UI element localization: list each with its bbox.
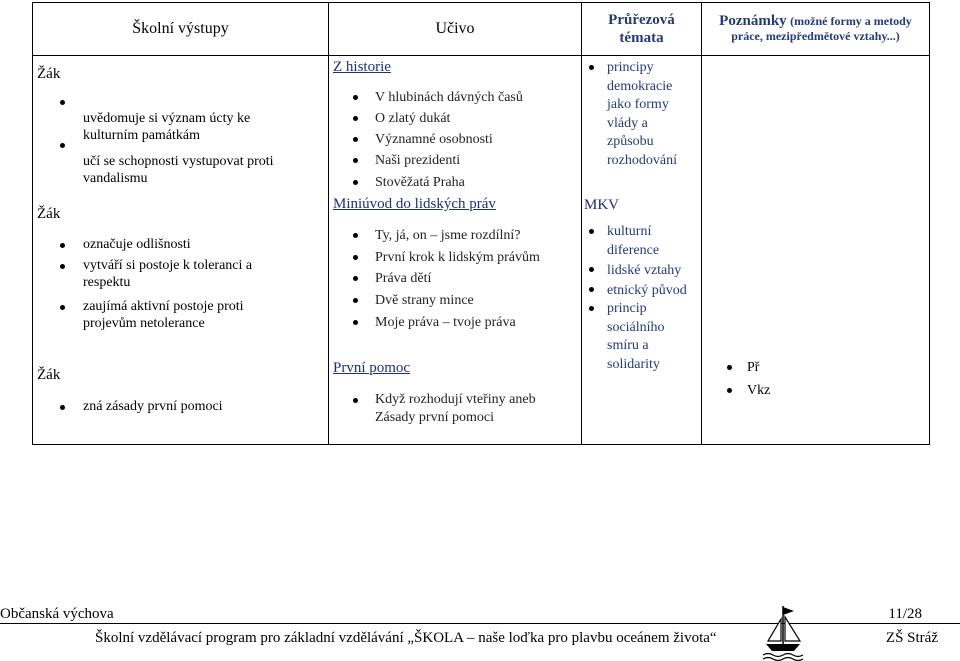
list-item xyxy=(375,109,450,128)
list-item xyxy=(83,136,274,187)
bullet-icon xyxy=(353,158,358,163)
bullet-icon xyxy=(589,65,594,70)
bullet-icon xyxy=(589,229,594,234)
list-item xyxy=(375,248,540,267)
output-item-text: označuje odlišnosti xyxy=(83,237,191,252)
content-item-text: Stověžatá Praha xyxy=(375,175,465,190)
output-item-text: zaujímá aktivní postoje proti projevům netolerance xyxy=(83,299,244,331)
pupil-label: Žák xyxy=(37,367,61,383)
content-item-text: Významné osobnosti xyxy=(375,132,493,147)
content-item-text: Práva dětí xyxy=(375,271,432,286)
bullet-icon xyxy=(727,388,732,393)
content-item-text: Ty, já, on – jsme rozdílní? xyxy=(375,228,521,243)
cross-topic-text: kulturní diference xyxy=(607,224,660,258)
bullet-icon xyxy=(353,255,358,260)
content-item-text: První krok k lidským právům xyxy=(375,250,540,265)
content-item-text: O zlatý dukát xyxy=(375,111,451,126)
outputs-cell xyxy=(33,56,329,445)
note-item xyxy=(747,358,759,377)
footer-school-name: ZŠ Stráž xyxy=(885,630,938,646)
mkv-label: MKV xyxy=(584,197,620,213)
note-item-text: Př xyxy=(747,360,760,375)
footer-divider xyxy=(0,623,960,624)
cross-topic-item xyxy=(607,300,665,374)
header-notes-sub: (možné formy a metody práce, mezipředmětové vztahy...) xyxy=(731,14,912,43)
bullet-icon xyxy=(589,267,594,272)
bullet-icon xyxy=(353,320,358,325)
bullet-icon xyxy=(60,405,65,410)
list-item xyxy=(375,391,536,427)
output-item-text: učí se schopnosti vystupovat proti vandalismu xyxy=(83,154,274,186)
header-cross-topics xyxy=(582,3,702,56)
cross-topic-text: lidské vztahy xyxy=(607,263,682,278)
bullet-icon xyxy=(60,305,65,310)
cross-topic-text: etnický původ xyxy=(607,283,687,298)
cross-topic-text: principy demokracie jako formy vlády a způsobu rozhodování xyxy=(607,60,677,168)
note-item xyxy=(747,381,770,400)
list-item xyxy=(375,88,523,107)
header-notes-main: Poznámky xyxy=(719,13,787,29)
list-item xyxy=(375,226,520,245)
bullet-icon xyxy=(353,398,358,403)
content-item-text: Naši prezidenti xyxy=(375,153,461,168)
header-cross-topics-text: Průřezová témata xyxy=(608,12,675,46)
header-row xyxy=(33,3,930,56)
sailboat-logo-icon xyxy=(762,603,804,661)
bullet-icon xyxy=(353,180,358,185)
list-item xyxy=(375,313,516,332)
output-item-text: vytváří si postoje k toleranci a respektu xyxy=(83,258,253,290)
note-item-text: Vkz xyxy=(747,383,771,398)
cross-topic-item xyxy=(607,281,687,300)
bullet-icon xyxy=(727,365,732,370)
bullet-icon xyxy=(60,243,65,248)
pupil-label: Žák xyxy=(37,66,61,82)
header-notes xyxy=(702,3,930,56)
cross-topic-item xyxy=(607,223,659,260)
pupil-label: Žák xyxy=(37,206,61,222)
cross-topics-cell xyxy=(582,56,702,445)
header-content-text: Učivo xyxy=(435,20,475,37)
cross-topic-text: princip sociálního smíru a solidarity xyxy=(607,301,665,372)
bullet-icon xyxy=(353,298,358,303)
list-item xyxy=(375,130,493,149)
bullet-icon xyxy=(353,137,358,142)
list-item xyxy=(83,398,223,415)
content-cell xyxy=(329,56,582,445)
section-title-history: Z historie xyxy=(333,59,391,75)
footer-page-number: 11/28 xyxy=(888,606,922,622)
bullet-icon xyxy=(589,306,594,311)
bullet-icon xyxy=(589,287,594,292)
bullet-icon xyxy=(353,116,358,121)
bullet-icon xyxy=(60,264,65,269)
list-item xyxy=(375,269,431,288)
output-item-text: zná zásady první pomoci xyxy=(83,399,223,414)
cross-topic-item xyxy=(607,59,677,170)
output-item-text: uvědomuje si význam úcty ke kulturním památkám xyxy=(83,111,251,143)
header-outputs-text: Školní výstupy xyxy=(132,20,229,37)
bullet-icon xyxy=(60,100,65,105)
section-title-first-aid: První pomoc xyxy=(333,360,411,376)
list-item xyxy=(375,151,460,170)
content-item-text: V hlubinách dávných časů xyxy=(375,90,523,105)
cross-topic-item xyxy=(607,261,681,280)
list-item xyxy=(83,257,252,291)
curriculum-table xyxy=(32,2,930,445)
content-item-text: Dvě strany mince xyxy=(375,293,474,308)
list-item xyxy=(83,298,244,332)
bullet-icon xyxy=(353,95,358,100)
header-outputs xyxy=(33,3,329,56)
body-row xyxy=(33,56,930,445)
content-item-text: Když rozhodují vteřiny aneb Zásady první pomoci xyxy=(375,392,536,425)
bullet-icon xyxy=(353,276,358,281)
list-item xyxy=(83,236,191,253)
list-item xyxy=(375,173,465,192)
section-title-human-rights: Miniúvod do lidských práv xyxy=(333,196,496,212)
notes-cell xyxy=(702,56,930,445)
content-item-text: Moje práva – tvoje práva xyxy=(375,315,516,330)
footer-subject: Občanská výchova xyxy=(0,606,114,622)
header-content xyxy=(329,3,582,56)
bullet-icon xyxy=(60,143,65,148)
bullet-icon xyxy=(353,233,358,238)
list-item xyxy=(375,291,474,310)
footer-program-title: Školní vzdělávací program pro základní vzdělávání „ŠKOLA – naše loďka pro plavbu oceánem života“ xyxy=(95,630,717,646)
